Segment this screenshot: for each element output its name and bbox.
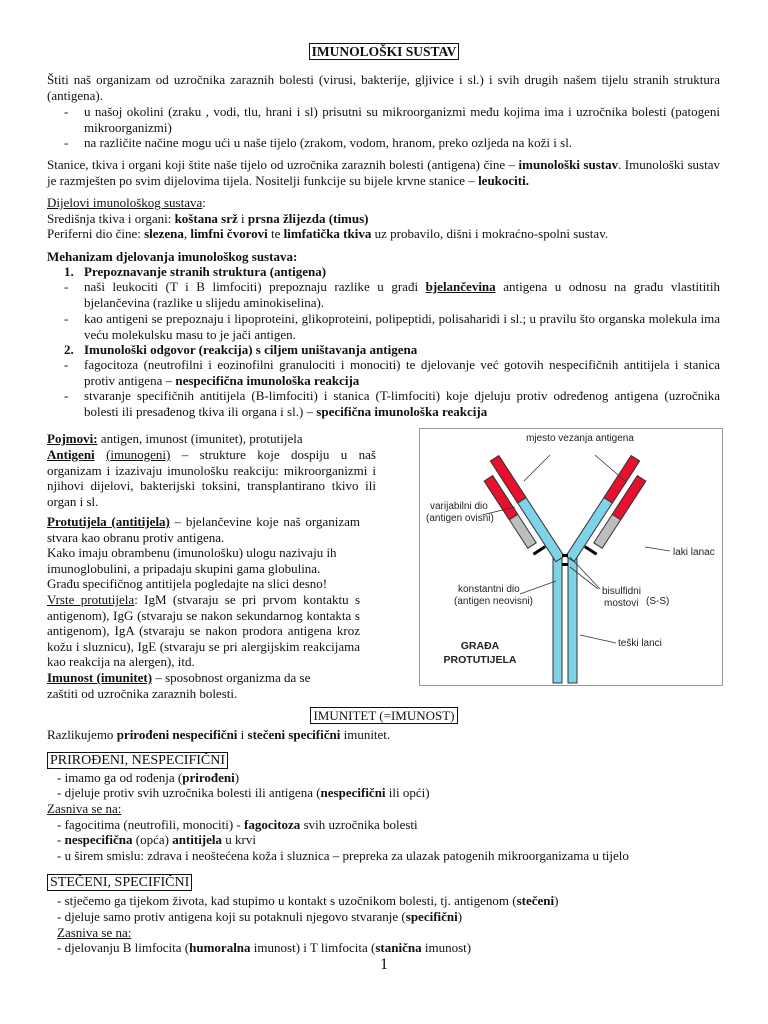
label-variable-1: varijabilni dio bbox=[430, 501, 488, 512]
label-light-chain: laki lanac bbox=[673, 547, 715, 558]
innate-line-1: - imamo ga od rođenja (prirođeni) bbox=[57, 770, 240, 785]
innate-line-4: - nespecifična (opća) antitijela u krvi bbox=[57, 832, 256, 847]
label-constant-2: (antigen neovisni) bbox=[454, 596, 533, 607]
caption-line-1: GRAĐA bbox=[460, 640, 500, 652]
bullet-dash: - bbox=[64, 311, 69, 326]
mechanism-item-1: Prepoznavanje stranih struktura (antigena) bbox=[84, 264, 327, 279]
acquired-line-2: - djeluje samo protiv antigena koji su potaknuli njegovo stvaranje (specifični) bbox=[57, 909, 463, 924]
parts-central: Središnja tkiva i organi: koštana srž i prsna žlijezda (timus) bbox=[47, 211, 369, 226]
label-disulfide-1: bisulfidni bbox=[602, 586, 641, 597]
label-disulfide-2: mostovi bbox=[604, 598, 639, 609]
mechanism-item-2-bullet-1: fagocitoza (neutrofilni i eozinofilni granulociti i monociti) te djelovanje već gotovih nespecifičnih antitijela i stanica protiv antigena – nespecifična imunološka reakcija bbox=[84, 357, 720, 388]
label-binding-site: mjesto vezanja antigena bbox=[526, 433, 634, 444]
concepts-antibodies: Protutijela (antitijela) – bjelančevine koje naš organizam stvara kao obranu protiv antigena. bbox=[47, 514, 360, 545]
concepts-antibody-types: Vrste protutijela: IgM (stvaraju se pri prvom kontaktu s antigenom), IgG (stvaraju se nakon sekundarnog kontakta s antigenom), IgA (stvaraju se nakon prodora antigena kroz kožu i sluznicu), IgE (stvaraju se pri alergijskim reakcijama kao reakcija na alergen), itd. bbox=[47, 592, 361, 670]
term-immune-system: imunološki sustav bbox=[518, 157, 619, 172]
bullet-dash: - bbox=[64, 135, 69, 150]
intro-paragraph-2: Stanice, tkiva i organi koji štite naše tijelo od uzročnika zaraznih bolesti (antigena) čine – imunološki sustav. Imunološki sustav je razmješten po svim dijelovima tijela. Nositelji funkcije su bijele krvne stanice – leukociti. bbox=[47, 157, 720, 188]
mechanism-item-2: Imunološki odgovor (reakcija) s ciljem uništavanja antigena bbox=[84, 342, 418, 357]
caption-line-2: PROTUTIJELA bbox=[443, 654, 517, 666]
page-title-text: IMUNOLOŠKI SUSTAV bbox=[309, 43, 460, 60]
label-ss: (S-S) bbox=[646, 596, 670, 607]
intro-bullet-1: u našoj okolini (zraku , vodi, tlu, hrani i sl) prisutni su mikroorganizmi među kojima ima i uzročnika bolesti (patogeni mikroorganizmi) bbox=[84, 104, 720, 135]
disulfide-bridge bbox=[562, 554, 568, 557]
label-constant-1: konstantni dio bbox=[458, 584, 520, 595]
concepts-antibodies-2: Kako imaju obrambenu (imunološku) ulogu nazivaju ih imunoglobulini, a pripadaju skupini gama globulina. bbox=[47, 545, 337, 576]
antibody-structure-figure bbox=[419, 428, 723, 686]
heavy-chain-stem-left bbox=[553, 557, 562, 683]
acquired-heading: STEČENI, SPECIFIČNI bbox=[47, 874, 192, 891]
label-heavy-chains: teški lanci bbox=[618, 638, 662, 649]
immunity-heading: IMUNITET (=IMUNOST) bbox=[0, 707, 768, 724]
disulfide-bridge bbox=[533, 545, 546, 555]
innate-based-on: Zasniva se na: bbox=[47, 801, 122, 816]
disulfide-bridge bbox=[584, 545, 597, 555]
list-number: 2. bbox=[64, 342, 74, 357]
bullet-dash: - bbox=[64, 357, 69, 372]
innate-heading: PRIROĐENI, NESPECIFIČNI bbox=[47, 752, 228, 769]
immunity-intro: Razlikujemo prirođeni nespecifični i stečeni specifični imunitet. bbox=[47, 727, 391, 742]
mechanism-heading: Mehanizam djelovanja imunološkog sustava: bbox=[47, 249, 298, 264]
label-variable-2: (antigen ovisni) bbox=[426, 513, 494, 524]
concepts-antibodies-3: Građu specifičnog antitijela pogledajte na slici desno! bbox=[47, 576, 328, 591]
bullet-dash: - bbox=[64, 104, 69, 119]
page-title bbox=[0, 43, 768, 60]
intro-bullet-2: na različite načine mogu ući u naše tijelo (zrakom, vodom, hranom, preko ozljeda na koži i sl. bbox=[84, 135, 573, 150]
mechanism-item-1-bullet-2: kao antigeni se prepoznaju i lipoproteini, glikoproteini, polipeptidi, polisaharidi i sl.; u pravilu što organska molekula ima veću molekulsku masu to je jači antigen. bbox=[84, 311, 720, 342]
innate-line-3: - fagocitima (neutrofili, monociti) - fagocitoza svih uzročnika bolesti bbox=[57, 817, 418, 832]
innate-line-5: - u širem smislu: zdrava i neoštećena koža i sluznica – prepreka za ulazak patogenih mikroorganizama u tijelo bbox=[57, 848, 629, 863]
bullet-dash: - bbox=[64, 279, 69, 294]
intro-paragraph: Štiti naš organizam od uzročnika zaraznih bolesti (virusi, bakterije, gljivice i sl.) i svih drugih našem tijelu stranih struktura (antigena). bbox=[47, 72, 720, 103]
bullet-dash: - bbox=[64, 388, 69, 403]
disulfide-bridge bbox=[562, 563, 568, 566]
acquired-line-3: - djelovanju B limfocita (humoralna imunost) i T limfocita (stanična imunost) bbox=[57, 940, 472, 955]
list-number: 1. bbox=[64, 264, 74, 279]
mechanism-item-1-bullet-1: naši leukociti (T i B limfociti) prepoznaju razlike u građi bjelančevina antigena u odnosu na građu vlastititih bjelančevina (razlike u slijedu aminokiselina). bbox=[84, 279, 721, 310]
concepts-antigens: Antigeni (imunogeni) – strukture koje dospiju u naš organizam i izazivaju imunološku reakciju: mikroorganizmi i njihovi dijelovi, bakterijski toksini, transplantirano tkivo ili organ i sl. bbox=[47, 447, 376, 509]
parts-heading: Dijelovi imunološkog sustava: bbox=[47, 195, 206, 210]
page-number: 1 bbox=[380, 956, 388, 973]
acquired-based-on: Zasniva se na: bbox=[57, 925, 132, 940]
acquired-line-1: - stječemo ga tijekom života, kad stupimo u kontakt s uzočnikom bolesti, tj. antigenom (stečeni) bbox=[57, 893, 559, 908]
concepts-immunity: Imunost (imunitet) – sposobnost organizma da se zaštiti od uzročnika zaraznih bolesti. bbox=[47, 670, 311, 701]
parts-peripheral: Periferni dio čine: slezena, limfni čvorovi te limfatička tkiva uz probavilo, dišni i mokraćno-spolni sustav. bbox=[47, 226, 609, 241]
term-leukocytes: leukociti. bbox=[478, 172, 529, 188]
mechanism-item-2-bullet-2: stvaranje specifičnih antitijela (B-limfociti) i stanica (T-limfociti) koje djeluju protiv određenog antigena (uzročnika bolesti ili presađenog tkiva ili organa i sl.) – specifična imunološka reakcija bbox=[84, 388, 720, 419]
concepts-line: Pojmovi: antigen, imunost (imunitet), protutijela bbox=[47, 431, 303, 446]
innate-line-2: - djeluje protiv svih uzročnika bolesti ili antigena (nespecifični ili opći) bbox=[57, 785, 430, 800]
antibody-diagram bbox=[420, 429, 722, 685]
heavy-chain-stem-right bbox=[568, 557, 577, 683]
